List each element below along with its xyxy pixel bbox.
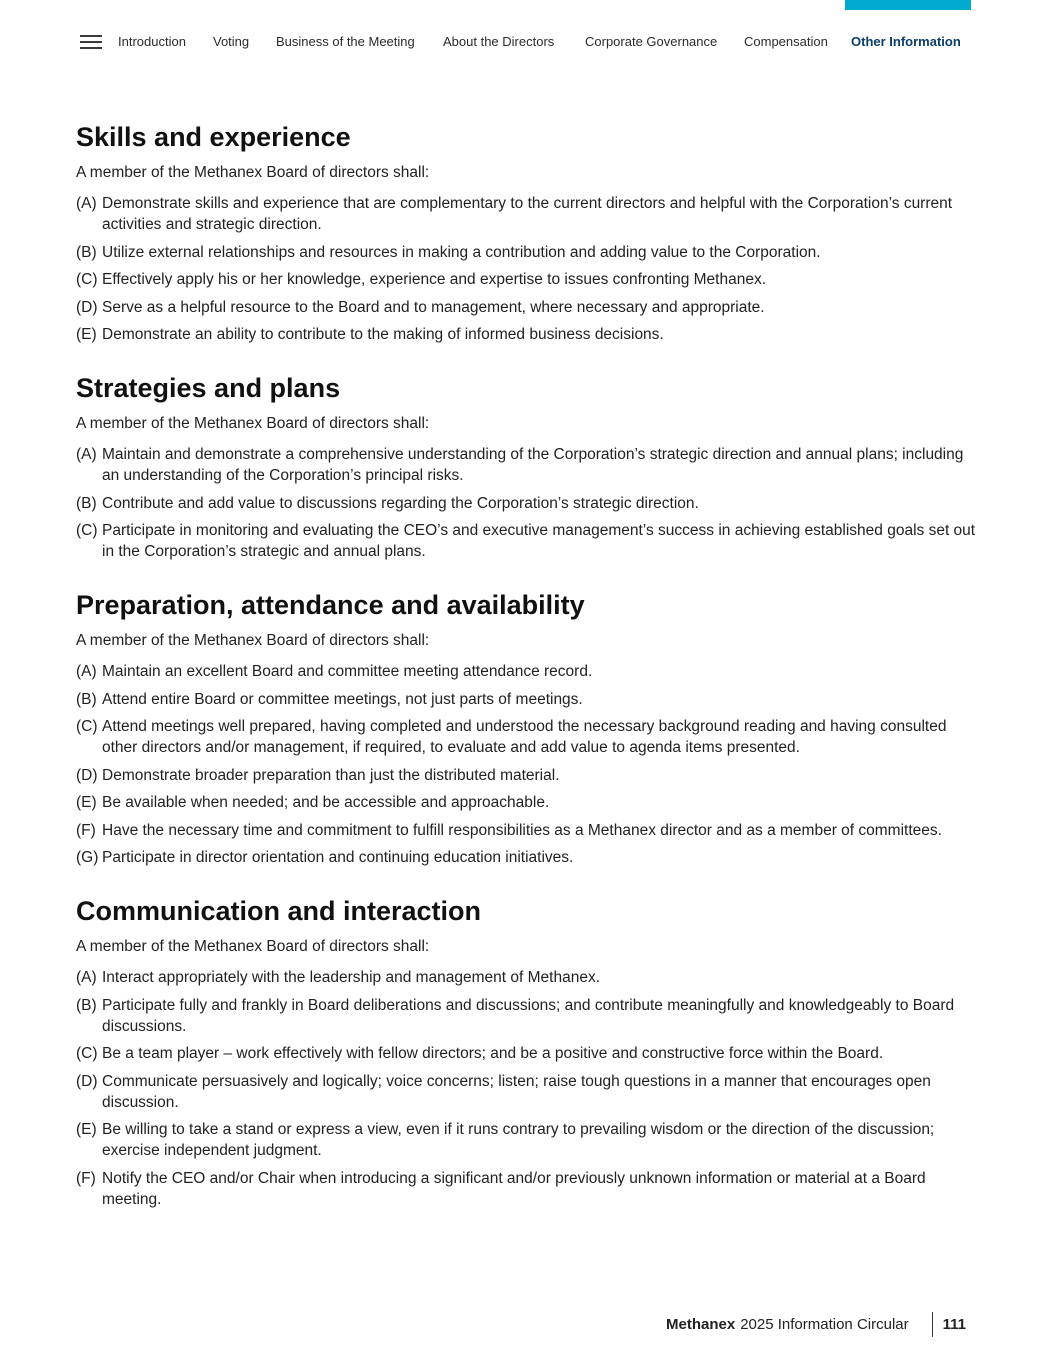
criteria-list — [76, 967, 976, 1210]
item-label: (G) — [76, 849, 99, 866]
item-text: Be available when needed; and be accessible and approachable. — [102, 794, 550, 811]
section-title: Strategies and plans — [76, 373, 341, 403]
section-skills-and-experience — [76, 118, 976, 345]
item-label: (C) — [76, 522, 98, 539]
list-item — [76, 820, 976, 841]
item-text: Maintain and demonstrate a comprehensive understanding of the Corporation’s strategic direction and annual plans; including an understanding of the Corporation’s principal risks. — [102, 446, 964, 484]
item-label: (B) — [76, 690, 97, 708]
item-label: (D) — [76, 1072, 98, 1090]
section-intro: A member of the Methanex Board of directors shall: — [76, 632, 430, 649]
page-number: 111 — [942, 1316, 966, 1333]
item-text: Demonstrate an ability to contribute to the making of informed business decisions. — [102, 326, 664, 343]
section-title: Preparation, attendance and availability — [76, 590, 585, 620]
item-text: Demonstrate broader preparation than just the distributed material. — [102, 766, 560, 784]
item-label: (E) — [76, 326, 97, 343]
item-label: (A) — [76, 446, 97, 463]
section-intro: A member of the Methanex Board of directors shall: — [76, 938, 430, 955]
section-strategies-and-plans — [76, 369, 976, 562]
footer-divider — [932, 1312, 933, 1337]
criteria-list — [76, 444, 976, 562]
list-item — [76, 242, 976, 263]
page-footer — [666, 1312, 966, 1337]
criteria-list — [76, 193, 976, 345]
list-item — [76, 689, 976, 710]
section-preparation-attendance-availability — [76, 586, 976, 868]
item-text: Have the necessary time and commitment to fulfill responsibilities as a Methanex director and as a member of committees. — [102, 821, 942, 839]
item-text: Communicate persuasively and logically; voice concerns; listen; raise tough questions in a manner that encourages open discussion. — [102, 1072, 931, 1111]
list-item — [76, 444, 976, 486]
list-item — [76, 1168, 976, 1210]
item-label: (A) — [76, 195, 97, 212]
item-label: (D) — [76, 766, 98, 784]
section-title: Communication and interaction — [76, 896, 482, 926]
item-text: Be willing to take a stand or express a view, even if it runs contrary to prevailing wisdom or the direction of the discussion; exercise independent judgment. — [102, 1121, 935, 1159]
item-text: Effectively apply his or her knowledge, experience and expertise to issues confronting Methanex. — [102, 271, 767, 288]
top-navigation — [80, 30, 980, 54]
criteria-list — [76, 661, 976, 868]
item-label: (A) — [76, 969, 97, 986]
footer-brand: Methanex — [666, 1316, 736, 1333]
list-item — [76, 716, 976, 758]
item-label: (B) — [76, 996, 97, 1014]
item-label: (E) — [76, 794, 97, 811]
section-title: Skills and experience — [76, 122, 351, 152]
item-text: Utilize external relationships and resources in making a contribution and adding value to the Corporation. — [102, 243, 821, 261]
list-item — [76, 297, 976, 318]
nav-about-the-directors[interactable]: About the Directors — [443, 34, 555, 49]
item-label: (F) — [76, 1169, 96, 1187]
main-content — [76, 118, 976, 1216]
nav-other-information[interactable]: Other Information — [851, 34, 961, 49]
active-tab-accent — [845, 0, 971, 10]
item-text: Attend meetings well prepared, having completed and understood the necessary background reading and having consulted other directors and/or management, if required, to evaluate and add value to agenda items presented. — [102, 718, 947, 756]
list-item — [76, 765, 976, 786]
list-item — [76, 661, 976, 682]
item-label: (E) — [76, 1121, 97, 1138]
section-communication-and-interaction — [76, 892, 976, 1210]
item-label: (A) — [76, 663, 97, 680]
footer-doc-title: 2025 Information Circular — [740, 1316, 909, 1333]
list-item — [76, 269, 976, 290]
list-item — [76, 324, 976, 345]
list-item — [76, 967, 976, 988]
list-item — [76, 847, 976, 868]
nav-corporate-governance[interactable]: Corporate Governance — [585, 34, 718, 49]
hamburger-menu-icon[interactable] — [80, 34, 102, 50]
nav-voting[interactable]: Voting — [213, 34, 250, 49]
list-item — [76, 792, 976, 813]
list-item — [76, 1071, 976, 1113]
list-item — [76, 193, 976, 235]
item-text: Participate fully and frankly in Board deliberations and discussions; and contribute meaningfully and knowledgeably to Board discussions. — [102, 996, 955, 1035]
list-item — [76, 493, 976, 514]
item-label: (D) — [76, 298, 98, 316]
item-text: Notify the CEO and/or Chair when introducing a significant and/or previously unknown information or material at a Board meeting. — [102, 1169, 926, 1208]
item-label: (C) — [76, 718, 98, 735]
list-item — [76, 995, 976, 1037]
item-text: Serve as a helpful resource to the Board and to management, where necessary and appropriate. — [102, 298, 765, 316]
item-label: (C) — [76, 1045, 98, 1062]
item-label: (C) — [76, 271, 98, 288]
nav-introduction[interactable]: Introduction — [118, 34, 186, 49]
item-label: (F) — [76, 821, 96, 839]
item-label: (B) — [76, 494, 97, 512]
item-text: Participate in director orientation and continuing education initiatives. — [102, 849, 574, 866]
item-text: Interact appropriately with the leadership and management of Methanex. — [102, 969, 601, 986]
section-intro: A member of the Methanex Board of directors shall: — [76, 415, 430, 432]
nav-compensation[interactable]: Compensation — [744, 34, 828, 49]
item-text: Attend entire Board or committee meetings, not just parts of meetings. — [102, 690, 583, 708]
nav-business-of-the-meeting[interactable]: Business of the Meeting — [276, 34, 415, 49]
item-text: Be a team player – work effectively with fellow directors; and be a positive and constructive force within the Board. — [102, 1045, 884, 1062]
item-text: Demonstrate skills and experience that are complementary to the current directors and helpful with the Corporation’s current activities and strategic direction. — [102, 195, 953, 233]
section-intro: A member of the Methanex Board of directors shall: — [76, 164, 430, 181]
item-text: Participate in monitoring and evaluating the CEO’s and executive management’s success in achieving established goals set out in the Corporation’s strategic and annual plans. — [102, 522, 976, 560]
item-text: Contribute and add value to discussions regarding the Corporation’s strategic direction. — [102, 494, 699, 512]
list-item — [76, 1043, 976, 1064]
item-label: (B) — [76, 243, 97, 261]
list-item — [76, 1119, 976, 1161]
item-text: Maintain an excellent Board and committee meeting attendance record. — [102, 663, 593, 680]
list-item — [76, 520, 976, 562]
